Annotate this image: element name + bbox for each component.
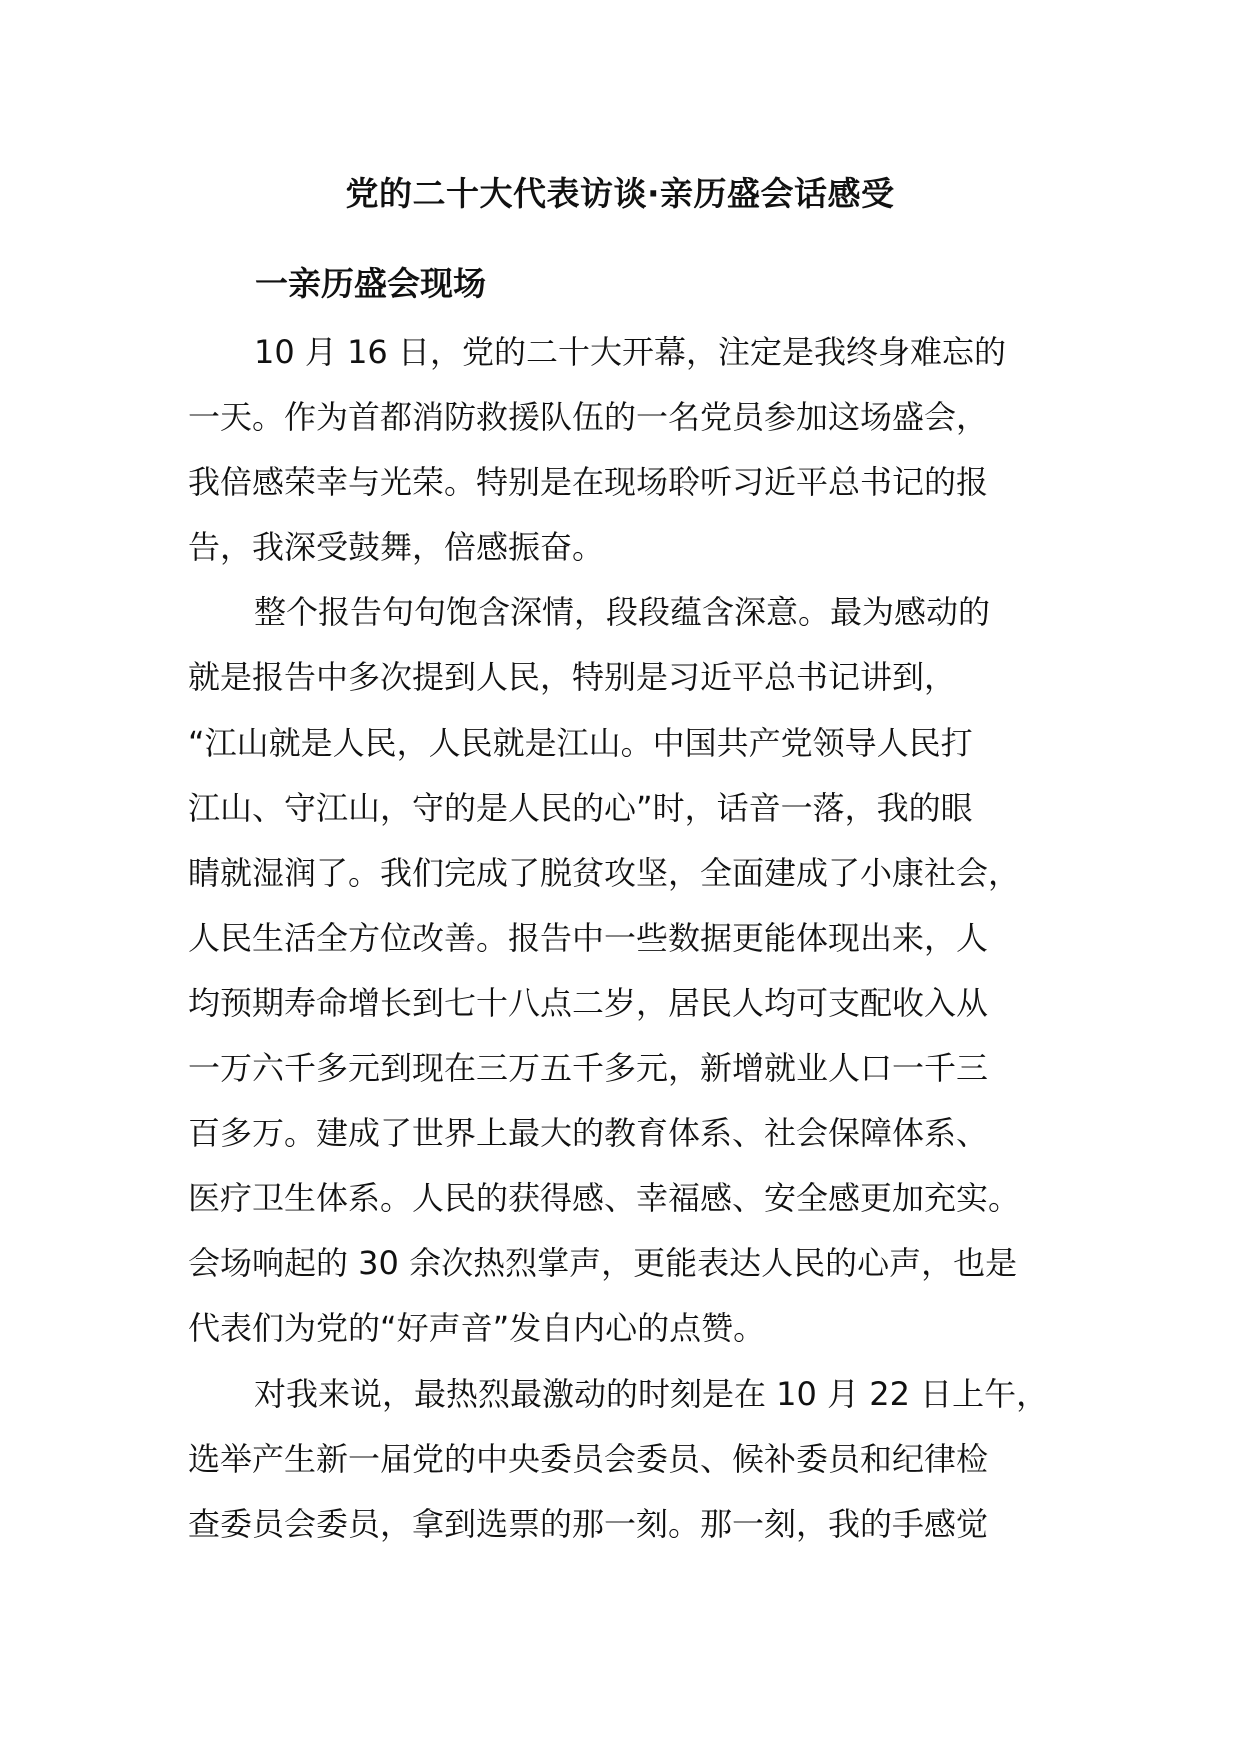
paragraph-line: 告，我深受鼓舞，倍感振奋。 <box>188 528 605 567</box>
document-body <box>188 320 1068 1557</box>
section-heading: 一亲历盛会现场 <box>255 264 486 303</box>
paragraph-line: 人民生活全方位改善。报告中一些数据更能体现出来，人 <box>188 918 989 957</box>
paragraph-3 <box>188 1362 1068 1557</box>
paragraph-line: 江山、守江山，守的是人民的心”时，话音一落，我的眼 <box>188 788 973 827</box>
paragraph-line: 对我来说，最热烈最激动的时刻是在 10 月 22 日上午， <box>254 1374 1049 1413</box>
paragraph-line: 代表们为党的“好声音”发自内心的点赞。 <box>188 1309 766 1348</box>
document-title: 党的二十大代表访谈·亲历盛会话感受 <box>345 174 895 213</box>
paragraph-line: 查委员会委员，拿到选票的那一刻。那一刻，我的手感觉 <box>188 1504 989 1543</box>
paragraph-line: 百多万。建成了世界上最大的教育体系、社会保障体系、 <box>188 1114 989 1153</box>
paragraph-line: 睛就湿润了。我们完成了脱贫攻坚，全面建成了小康社会， <box>188 853 1021 892</box>
paragraph-line: 一万六千多元到现在三万五千多元，新增就业人口一千三 <box>188 1049 989 1088</box>
paragraph-line: 10 月 16 日，党的二十大开幕，注定是我终身难忘的 <box>254 333 1006 371</box>
paragraph-line: 就是报告中多次提到人民，特别是习近平总书记讲到， <box>188 658 957 697</box>
paragraph-line: 医疗卫生体系。人民的获得感、幸福感、安全感更加充实。 <box>188 1179 1021 1218</box>
paragraph-line: 整个报告句句饱含深情，段段蕴含深意。最为感动的 <box>254 593 991 632</box>
paragraph-line: 我倍感荣幸与光荣。特别是在现场聆听习近平总书记的报 <box>188 463 989 502</box>
paragraph-line: 选举产生新一届党的中央委员会委员、候补委员和纪律检 <box>188 1439 989 1478</box>
paragraph-line: 一天。作为首都消防救援队伍的一名党员参加这场盛会， <box>188 398 989 437</box>
paragraph-line: “江山就是人民，人民就是江山。中国共产党领导人民打 <box>188 723 973 762</box>
paragraph-1 <box>188 320 1068 580</box>
paragraph-2 <box>188 580 1068 1361</box>
paragraph-line: 会场响起的 30 余次热烈掌声，更能表达人民的心声，也是 <box>188 1244 1018 1283</box>
paragraph-line: 均预期寿命增长到七十八点二岁，居民人均可支配收入从 <box>188 983 989 1022</box>
